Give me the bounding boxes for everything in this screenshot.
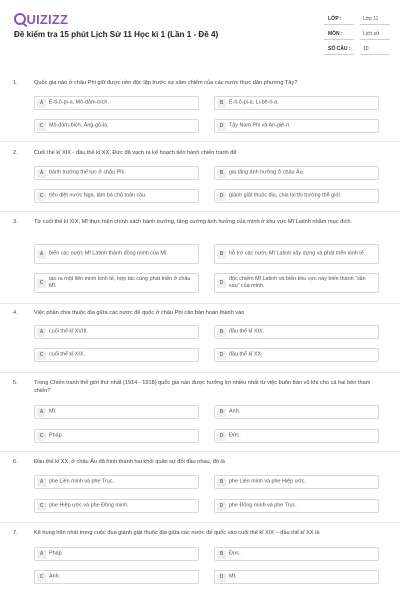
option-text: hỗ trợ các nước Mĩ Latinh xây dựng và phát triển kinh tế. — [229, 250, 366, 257]
option-letter: A — [37, 328, 46, 337]
option-c[interactable] — [34, 429, 199, 443]
question-number: 7. — [13, 530, 18, 536]
option-a[interactable] — [34, 547, 199, 561]
option-d[interactable] — [214, 348, 379, 362]
option-text: đầu thế kỉ XIX. — [229, 328, 265, 335]
meta-class-label: LỚP : — [328, 16, 342, 22]
question-6 — [0, 459, 400, 515]
meta-divider — [360, 24, 390, 25]
option-text: Đức. — [229, 432, 241, 439]
option-letter: D — [217, 432, 226, 441]
question-text: Cuối thế kỉ XIX - đầu thế kỉ XX, Đức đã vạch ra kế hoạch tiến hành chiến tranh để — [34, 150, 237, 156]
option-text: biến các nước Mĩ Latinh thành đồng minh của Mĩ. — [49, 250, 168, 257]
option-b[interactable] — [214, 547, 379, 561]
option-a[interactable] — [34, 405, 199, 419]
question-4 — [0, 310, 400, 364]
option-text: Pháp. — [49, 432, 64, 439]
question-divider — [0, 211, 400, 212]
option-b[interactable] — [214, 96, 379, 110]
option-c[interactable] — [34, 119, 199, 133]
question-divider — [0, 451, 400, 452]
question-text: Việc phân chia thuộc địa giữa các nước đế quốc ở châu Phi căn bản hoàn thành vào — [34, 310, 245, 316]
option-letter: B — [217, 169, 226, 178]
option-letter: A — [37, 478, 46, 487]
option-text: Đức. — [229, 550, 241, 557]
option-letter: D — [217, 122, 226, 131]
option-text: phe Liên minh và phe Hiệp ước. — [229, 478, 306, 485]
option-text: Mĩ. — [49, 408, 57, 415]
question-number: 2. — [13, 150, 18, 156]
question-text: Kẻ hung hãn nhất trong cuộc đua giành giật thuộc địa giữa các nước đế quốc vào cuối thế kỉ XIX – đầu thế kỉ XX là — [34, 530, 320, 536]
question-number: 1. — [13, 80, 18, 86]
option-text: Pháp. — [49, 550, 64, 557]
meta-count-value: 10 — [363, 46, 369, 52]
option-text: phe Hiệp ước và phe Đồng minh. — [49, 502, 129, 509]
option-letter: A — [37, 250, 46, 259]
question-number: 4. — [13, 310, 18, 316]
option-letter: B — [217, 478, 226, 487]
option-letter: B — [217, 328, 226, 337]
question-number: 5. — [13, 380, 18, 386]
question-7 — [0, 530, 400, 588]
option-letter: C — [37, 502, 46, 511]
question-divider — [0, 303, 400, 304]
question-text: Quốc gia nào ở châu Phi giữ được nền độc lập trước sự xâm chiếm của các nước thực dân phương Tây? — [34, 80, 298, 86]
meta-divider — [324, 54, 354, 55]
option-letter: A — [37, 99, 46, 108]
option-b[interactable] — [214, 166, 379, 180]
question-text: Đầu thế kỉ XX, ở châu Âu đã hình thành hai khối quân sự đối đầu nhau, đó là — [34, 459, 225, 465]
question-text: Trong Chiến tranh thế giới thứ nhất (1914 - 1918) quốc gia nào được hưởng lợi nhiều nhất từ việc buôn bán vũ khí cho cả hai bên tham chiến? — [34, 380, 371, 394]
option-letter: B — [217, 99, 226, 108]
meta-count-label: SỐ CÂU : — [328, 46, 351, 52]
question-2 — [0, 150, 400, 204]
option-a[interactable] — [34, 475, 199, 489]
option-text: Ê-ti-ô-pi-a, Mô-dăm-bích. — [49, 99, 109, 106]
meta-subject-value: Lịch sử — [363, 31, 380, 37]
option-c[interactable] — [34, 189, 199, 203]
question-divider — [0, 522, 400, 523]
option-text: gia tăng ảnh hưởng ở châu Âu. — [229, 169, 305, 176]
option-d[interactable] — [214, 499, 379, 513]
option-d[interactable] — [214, 189, 379, 203]
worksheet-header — [0, 0, 400, 62]
option-letter: A — [37, 169, 46, 178]
option-text: Mô-dăm-bích, Ăng-gô-la. — [49, 122, 109, 129]
option-text: đầu thế kỉ XX. — [229, 351, 263, 358]
option-b[interactable] — [214, 325, 379, 339]
option-text: độc chiếm Mĩ Latinh và biến khu vực này biến thành “sân sau” của mình. — [229, 276, 366, 289]
option-c[interactable] — [34, 273, 199, 293]
option-a[interactable] — [34, 244, 199, 264]
option-c[interactable] — [34, 348, 199, 362]
option-letter: D — [217, 573, 226, 582]
meta-subject-label: MÔN : — [328, 31, 343, 37]
option-d[interactable] — [214, 570, 379, 584]
question-5 — [0, 380, 400, 444]
meta-divider — [360, 54, 390, 55]
option-text: cuối thế kỉ XVIII. — [49, 328, 88, 335]
option-letter: C — [37, 351, 46, 360]
option-letter: A — [37, 408, 46, 417]
option-a[interactable] — [34, 325, 199, 339]
option-a[interactable] — [34, 166, 199, 180]
worksheet-title: Đề kiểm tra 15 phút Lịch Sử 11 Học kì 1 (Lần 1 - Đề 4) — [14, 30, 219, 39]
option-letter: D — [217, 279, 226, 288]
option-d[interactable] — [214, 429, 379, 443]
option-letter: A — [37, 550, 46, 559]
option-letter: B — [217, 550, 226, 559]
option-b[interactable] — [214, 244, 379, 264]
option-text: cuối thế kỉ XIX. — [49, 351, 85, 358]
option-letter: D — [217, 351, 226, 360]
option-text: Tây Nam Phi và An-giê-ri. — [229, 122, 291, 129]
option-letter: D — [217, 192, 226, 201]
option-text: giành giật thuộc địa, chia lại thị trường thế giới. — [229, 192, 342, 199]
meta-count — [324, 44, 390, 55]
question-number: 3. — [13, 219, 18, 225]
option-b[interactable] — [214, 475, 379, 489]
quizizz-logo: UIZIZZ — [14, 12, 68, 27]
option-d[interactable] — [214, 119, 379, 133]
option-text: tạo ra một liên minh kinh tế, hợp tác cùng phát triển ở châu Mĩ. — [49, 276, 191, 289]
option-c[interactable] — [34, 570, 199, 584]
question-3 — [0, 219, 400, 301]
meta-subject — [324, 29, 390, 40]
option-text: Mĩ. — [229, 573, 237, 580]
option-letter: D — [217, 502, 226, 511]
logo-q-icon — [14, 13, 26, 25]
question-divider — [0, 141, 400, 142]
option-letter: C — [37, 279, 46, 288]
meta-class-value: Lớp 11 — [363, 16, 379, 22]
question-1 — [0, 80, 400, 132]
option-letter: C — [37, 432, 46, 441]
question-number: 6. — [13, 459, 18, 465]
option-text: tiêu diệt nước Nga, làm bá chủ toàn cầu. — [49, 192, 147, 199]
meta-divider — [360, 39, 390, 40]
option-text: phe Đồng minh và phe Trục. — [229, 502, 297, 509]
option-letter: B — [217, 250, 226, 259]
meta-class — [324, 14, 390, 25]
option-letter: C — [37, 192, 46, 201]
option-text: Ê-ti-ô-pi-a, Li-bê-ri-a. — [229, 99, 279, 106]
option-text: bành trướng thế lực ở châu Phi. — [49, 169, 126, 176]
option-a[interactable] — [34, 96, 199, 110]
option-letter: B — [217, 408, 226, 417]
option-letter: C — [37, 122, 46, 131]
meta-divider — [324, 39, 354, 40]
meta-divider — [324, 24, 354, 25]
option-d[interactable] — [214, 273, 379, 293]
option-text: phe Liên minh và phe Trục. — [49, 478, 115, 485]
option-b[interactable] — [214, 405, 379, 419]
option-text: Anh. — [229, 408, 241, 415]
option-letter: C — [37, 573, 46, 582]
option-c[interactable] — [34, 499, 199, 513]
option-text: Anh. — [49, 573, 61, 580]
question-divider — [0, 372, 400, 373]
question-text: Từ cuối thế kỉ XIX, Mĩ thực hiện chính sách bành trướng, tăng cường ảnh hưởng của mình ở khu vực Mĩ Latinh nhằm mục đích — [34, 219, 351, 225]
